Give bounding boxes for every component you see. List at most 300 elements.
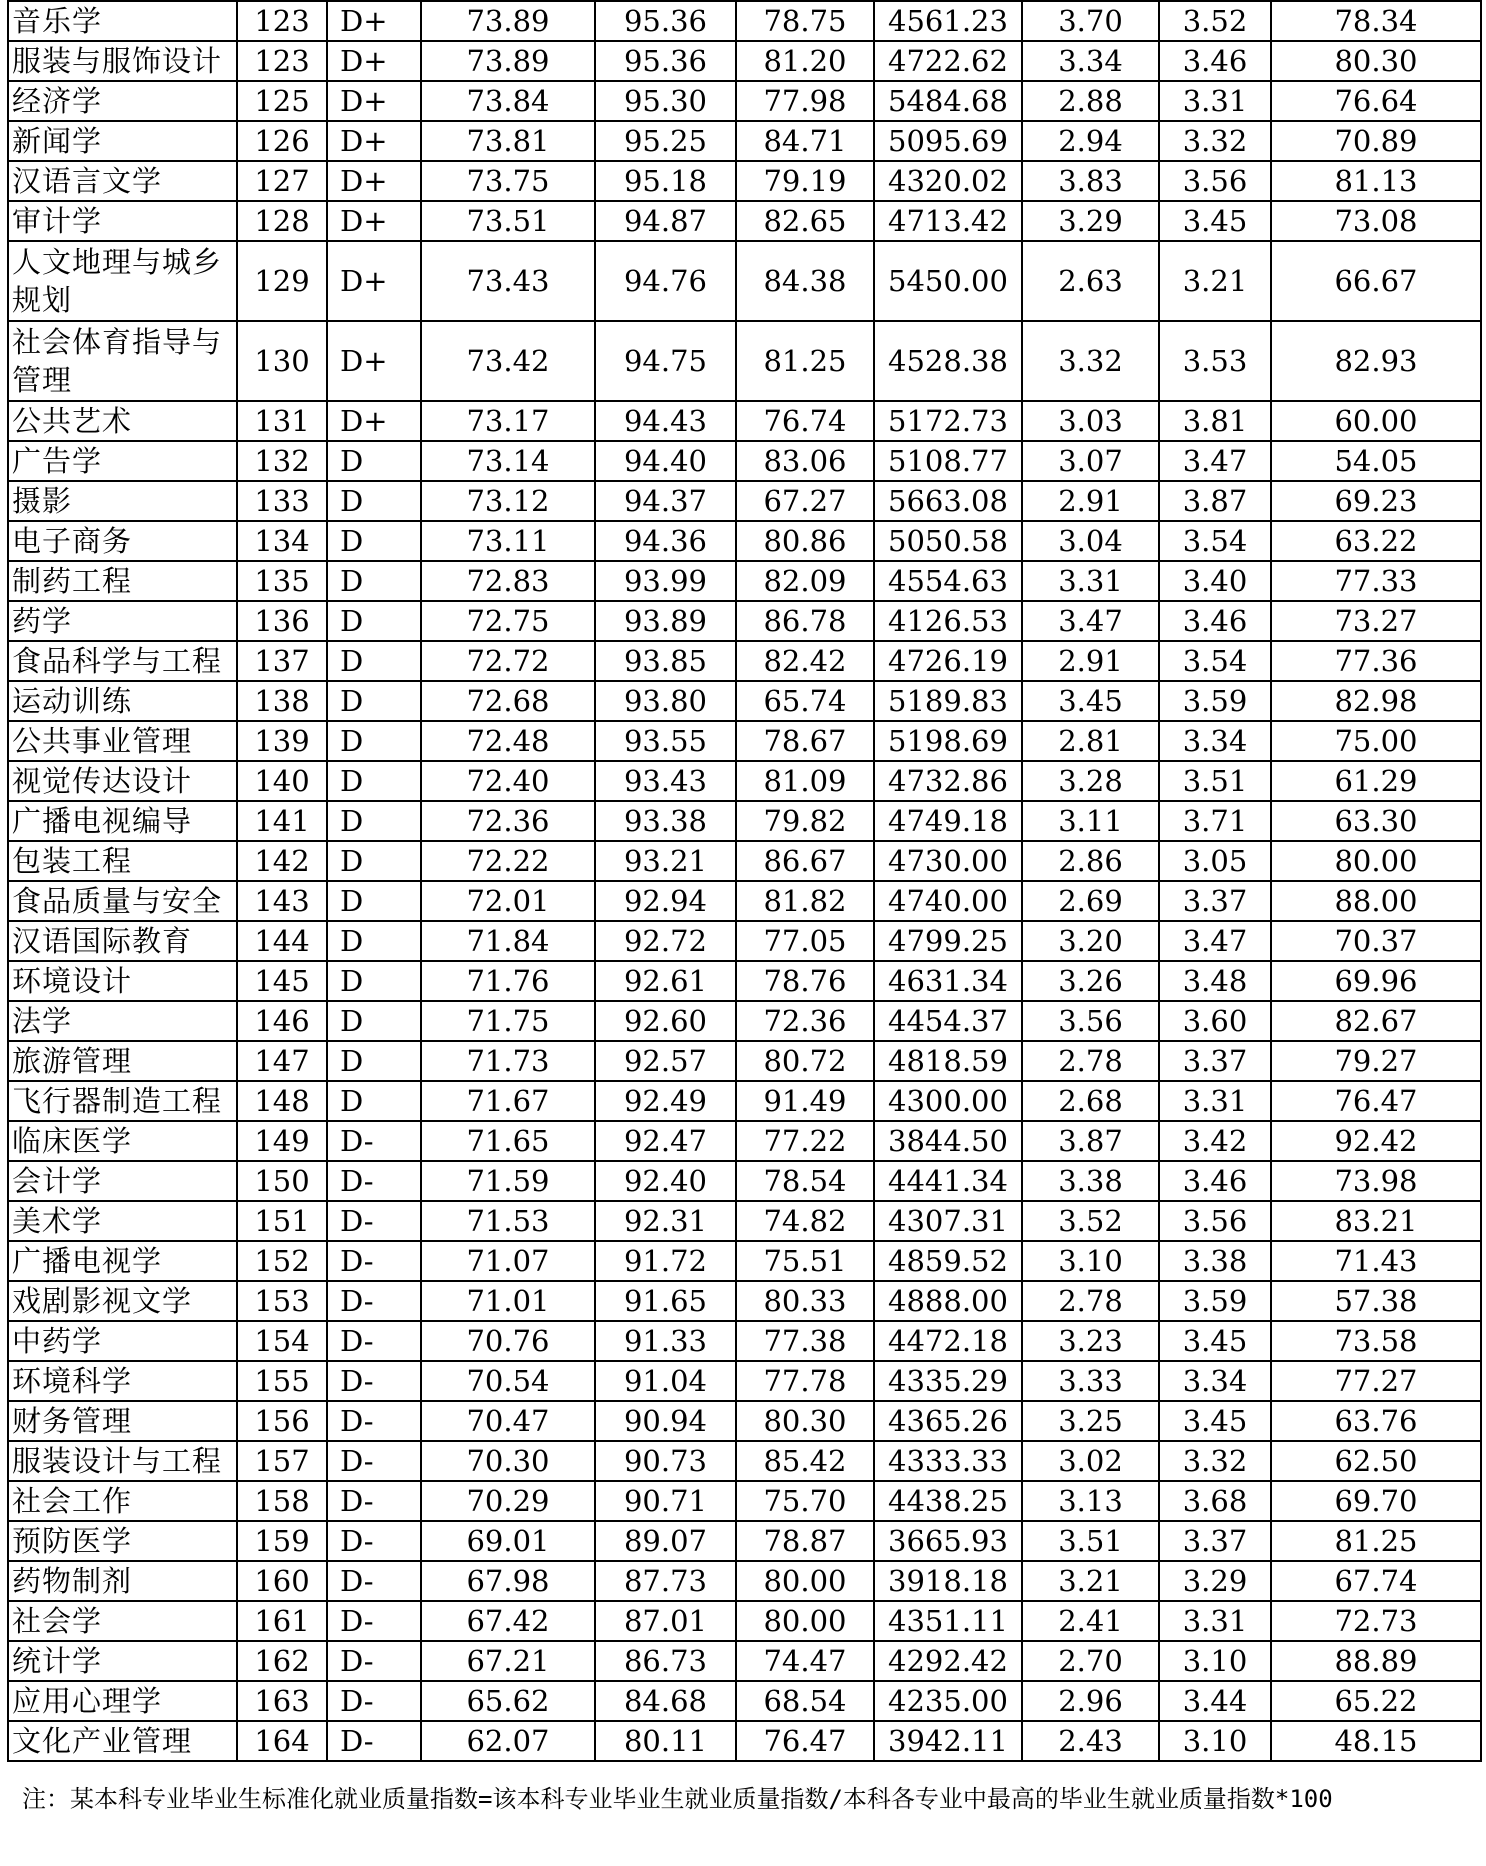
value-cell: 62.50 xyxy=(1271,1441,1481,1481)
value-cell: 3.46 xyxy=(1159,41,1271,81)
value-cell: 93.43 xyxy=(595,761,736,801)
grade-cell: D- xyxy=(327,1361,421,1401)
value-cell: 4441.34 xyxy=(874,1161,1022,1201)
value-cell: 3.34 xyxy=(1159,721,1271,761)
value-cell: 3.31 xyxy=(1159,1601,1271,1641)
grade-cell: D xyxy=(327,481,421,521)
value-cell: 67.21 xyxy=(421,1641,595,1681)
grade-cell: D xyxy=(327,921,421,961)
value-cell: 3.48 xyxy=(1159,961,1271,1001)
value-cell: 3.52 xyxy=(1022,1201,1159,1241)
value-cell: 3.81 xyxy=(1159,401,1271,441)
major-name-cell: 服装设计与工程 xyxy=(8,1441,237,1481)
major-name-cell: 药物制剂 xyxy=(8,1561,237,1601)
value-cell: 3.10 xyxy=(1022,1241,1159,1281)
grade-cell: D- xyxy=(327,1441,421,1481)
value-cell: 4335.29 xyxy=(874,1361,1022,1401)
value-cell: 3.34 xyxy=(1159,1361,1271,1401)
grade-cell: D xyxy=(327,1041,421,1081)
rank-cell: 128 xyxy=(237,201,327,241)
value-cell: 93.99 xyxy=(595,561,736,601)
value-cell: 73.12 xyxy=(421,481,595,521)
table-row xyxy=(8,1121,1481,1161)
table-row xyxy=(8,1721,1481,1761)
value-cell: 69.70 xyxy=(1271,1481,1481,1521)
value-cell: 4799.25 xyxy=(874,921,1022,961)
grade-cell: D xyxy=(327,841,421,881)
table-row xyxy=(8,1601,1481,1641)
rank-cell: 126 xyxy=(237,121,327,161)
value-cell: 67.27 xyxy=(736,481,874,521)
value-cell: 3.28 xyxy=(1022,761,1159,801)
value-cell: 3.47 xyxy=(1159,441,1271,481)
value-cell: 4749.18 xyxy=(874,801,1022,841)
value-cell: 77.38 xyxy=(736,1321,874,1361)
value-cell: 3.42 xyxy=(1159,1121,1271,1161)
value-cell: 3.54 xyxy=(1159,641,1271,681)
major-name-cell: 新闻学 xyxy=(8,121,237,161)
value-cell: 65.62 xyxy=(421,1681,595,1721)
value-cell: 70.37 xyxy=(1271,921,1481,961)
value-cell: 4713.42 xyxy=(874,201,1022,241)
major-name-cell: 社会工作 xyxy=(8,1481,237,1521)
value-cell: 3.44 xyxy=(1159,1681,1271,1721)
major-name-cell: 食品质量与安全 xyxy=(8,881,237,921)
grade-cell: D xyxy=(327,801,421,841)
value-cell: 3918.18 xyxy=(874,1561,1022,1601)
value-cell: 3.33 xyxy=(1022,1361,1159,1401)
grade-cell: D xyxy=(327,1001,421,1041)
major-name-cell: 统计学 xyxy=(8,1641,237,1681)
table-row xyxy=(8,681,1481,721)
table-row xyxy=(8,1041,1481,1081)
rank-cell: 123 xyxy=(237,41,327,81)
value-cell: 4320.02 xyxy=(874,161,1022,201)
table-row xyxy=(8,881,1481,921)
value-cell: 80.00 xyxy=(1271,841,1481,881)
value-cell: 60.00 xyxy=(1271,401,1481,441)
table-row xyxy=(8,1,1481,41)
grade-cell: D+ xyxy=(327,321,421,401)
grade-cell: D+ xyxy=(327,121,421,161)
value-cell: 91.65 xyxy=(595,1281,736,1321)
major-name-cell: 汉语国际教育 xyxy=(8,921,237,961)
value-cell: 3.20 xyxy=(1022,921,1159,961)
value-cell: 3.07 xyxy=(1022,441,1159,481)
rank-cell: 141 xyxy=(237,801,327,841)
table-row xyxy=(8,1001,1481,1041)
value-cell: 76.47 xyxy=(1271,1081,1481,1121)
major-name-cell: 戏剧影视文学 xyxy=(8,1281,237,1321)
value-cell: 4732.86 xyxy=(874,761,1022,801)
major-name-cell: 预防医学 xyxy=(8,1521,237,1561)
table-row xyxy=(8,961,1481,1001)
value-cell: 70.29 xyxy=(421,1481,595,1521)
rank-cell: 149 xyxy=(237,1121,327,1161)
value-cell: 5095.69 xyxy=(874,121,1022,161)
value-cell: 72.72 xyxy=(421,641,595,681)
value-cell: 79.82 xyxy=(736,801,874,841)
table-row xyxy=(8,201,1481,241)
value-cell: 3.11 xyxy=(1022,801,1159,841)
rank-cell: 140 xyxy=(237,761,327,801)
value-cell: 3.37 xyxy=(1159,1521,1271,1561)
value-cell: 92.72 xyxy=(595,921,736,961)
value-cell: 3.34 xyxy=(1022,41,1159,81)
value-cell: 4292.42 xyxy=(874,1641,1022,1681)
value-cell: 75.00 xyxy=(1271,721,1481,761)
value-cell: 3.31 xyxy=(1022,561,1159,601)
value-cell: 3.68 xyxy=(1159,1481,1271,1521)
value-cell: 78.34 xyxy=(1271,1,1481,41)
major-name-cell: 公共艺术 xyxy=(8,401,237,441)
table-row xyxy=(8,441,1481,481)
value-cell: 72.75 xyxy=(421,601,595,641)
value-cell: 76.64 xyxy=(1271,81,1481,121)
value-cell: 72.48 xyxy=(421,721,595,761)
value-cell: 4554.63 xyxy=(874,561,1022,601)
rank-cell: 150 xyxy=(237,1161,327,1201)
value-cell: 3.04 xyxy=(1022,521,1159,561)
value-cell: 2.88 xyxy=(1022,81,1159,121)
value-cell: 85.42 xyxy=(736,1441,874,1481)
value-cell: 78.54 xyxy=(736,1161,874,1201)
value-cell: 71.59 xyxy=(421,1161,595,1201)
value-cell: 5663.08 xyxy=(874,481,1022,521)
grade-cell: D xyxy=(327,601,421,641)
value-cell: 84.38 xyxy=(736,241,874,321)
value-cell: 93.85 xyxy=(595,641,736,681)
value-cell: 4365.26 xyxy=(874,1401,1022,1441)
major-name-cell: 经济学 xyxy=(8,81,237,121)
value-cell: 3.03 xyxy=(1022,401,1159,441)
value-cell: 3.45 xyxy=(1159,201,1271,241)
value-cell: 3.51 xyxy=(1159,761,1271,801)
value-cell: 69.01 xyxy=(421,1521,595,1561)
value-cell: 92.47 xyxy=(595,1121,736,1161)
value-cell: 4454.37 xyxy=(874,1001,1022,1041)
major-name-cell: 广播电视编导 xyxy=(8,801,237,841)
major-name-cell: 法学 xyxy=(8,1001,237,1041)
value-cell: 72.40 xyxy=(421,761,595,801)
value-cell: 73.11 xyxy=(421,521,595,561)
grade-cell: D- xyxy=(327,1641,421,1681)
value-cell: 94.36 xyxy=(595,521,736,561)
value-cell: 91.33 xyxy=(595,1321,736,1361)
rank-cell: 162 xyxy=(237,1641,327,1681)
major-name-cell: 包装工程 xyxy=(8,841,237,881)
value-cell: 73.58 xyxy=(1271,1321,1481,1361)
value-cell: 92.40 xyxy=(595,1161,736,1201)
value-cell: 80.30 xyxy=(1271,41,1481,81)
value-cell: 75.51 xyxy=(736,1241,874,1281)
table-row xyxy=(8,81,1481,121)
value-cell: 74.47 xyxy=(736,1641,874,1681)
grade-cell: D- xyxy=(327,1721,421,1761)
value-cell: 90.94 xyxy=(595,1401,736,1441)
grade-cell: D- xyxy=(327,1201,421,1241)
value-cell: 88.89 xyxy=(1271,1641,1481,1681)
value-cell: 80.11 xyxy=(595,1721,736,1761)
rank-cell: 152 xyxy=(237,1241,327,1281)
value-cell: 73.75 xyxy=(421,161,595,201)
value-cell: 73.43 xyxy=(421,241,595,321)
value-cell: 2.41 xyxy=(1022,1601,1159,1641)
value-cell: 3.45 xyxy=(1159,1321,1271,1361)
value-cell: 73.17 xyxy=(421,401,595,441)
value-cell: 82.65 xyxy=(736,201,874,241)
value-cell: 67.42 xyxy=(421,1601,595,1641)
value-cell: 5450.00 xyxy=(874,241,1022,321)
table-row xyxy=(8,1321,1481,1361)
value-cell: 3844.50 xyxy=(874,1121,1022,1161)
value-cell: 93.55 xyxy=(595,721,736,761)
table-row xyxy=(8,321,1481,401)
table-row xyxy=(8,1681,1481,1721)
value-cell: 3.31 xyxy=(1159,81,1271,121)
value-cell: 3.29 xyxy=(1159,1561,1271,1601)
value-cell: 4722.62 xyxy=(874,41,1022,81)
value-cell: 3.47 xyxy=(1159,921,1271,961)
grade-cell: D- xyxy=(327,1401,421,1441)
value-cell: 70.30 xyxy=(421,1441,595,1481)
value-cell: 71.65 xyxy=(421,1121,595,1161)
major-name-cell: 财务管理 xyxy=(8,1401,237,1441)
value-cell: 4333.33 xyxy=(874,1441,1022,1481)
major-name-cell: 社会体育指导与管理 xyxy=(8,321,237,401)
value-cell: 3.10 xyxy=(1159,1641,1271,1681)
grade-cell: D xyxy=(327,641,421,681)
value-cell: 4235.00 xyxy=(874,1681,1022,1721)
grade-cell: D xyxy=(327,721,421,761)
value-cell: 62.07 xyxy=(421,1721,595,1761)
grade-cell: D- xyxy=(327,1521,421,1561)
grade-cell: D- xyxy=(327,1281,421,1321)
value-cell: 2.91 xyxy=(1022,481,1159,521)
value-cell: 2.68 xyxy=(1022,1081,1159,1121)
value-cell: 4307.31 xyxy=(874,1201,1022,1241)
value-cell: 2.43 xyxy=(1022,1721,1159,1761)
value-cell: 94.87 xyxy=(595,201,736,241)
value-cell: 78.75 xyxy=(736,1,874,41)
value-cell: 80.00 xyxy=(736,1561,874,1601)
rank-cell: 135 xyxy=(237,561,327,601)
grade-cell: D- xyxy=(327,1121,421,1161)
major-name-cell: 人文地理与城乡规划 xyxy=(8,241,237,321)
value-cell: 81.09 xyxy=(736,761,874,801)
rank-cell: 136 xyxy=(237,601,327,641)
value-cell: 70.89 xyxy=(1271,121,1481,161)
value-cell: 3.51 xyxy=(1022,1521,1159,1561)
rank-cell: 157 xyxy=(237,1441,327,1481)
value-cell: 73.89 xyxy=(421,1,595,41)
value-cell: 93.80 xyxy=(595,681,736,721)
value-cell: 82.67 xyxy=(1271,1001,1481,1041)
value-cell: 71.75 xyxy=(421,1001,595,1041)
value-cell: 92.94 xyxy=(595,881,736,921)
rank-cell: 159 xyxy=(237,1521,327,1561)
value-cell: 84.68 xyxy=(595,1681,736,1721)
value-cell: 72.68 xyxy=(421,681,595,721)
value-cell: 4300.00 xyxy=(874,1081,1022,1121)
rank-cell: 163 xyxy=(237,1681,327,1721)
value-cell: 61.29 xyxy=(1271,761,1481,801)
grade-cell: D+ xyxy=(327,161,421,201)
major-name-cell: 广告学 xyxy=(8,441,237,481)
value-cell: 92.61 xyxy=(595,961,736,1001)
value-cell: 3.56 xyxy=(1159,161,1271,201)
value-cell: 3.29 xyxy=(1022,201,1159,241)
table-row xyxy=(8,1081,1481,1121)
value-cell: 4351.11 xyxy=(874,1601,1022,1641)
value-cell: 93.38 xyxy=(595,801,736,841)
value-cell: 73.81 xyxy=(421,121,595,161)
value-cell: 93.89 xyxy=(595,601,736,641)
major-name-cell: 美术学 xyxy=(8,1201,237,1241)
value-cell: 72.36 xyxy=(421,801,595,841)
rank-cell: 127 xyxy=(237,161,327,201)
grade-cell: D+ xyxy=(327,1,421,41)
value-cell: 72.73 xyxy=(1271,1601,1481,1641)
value-cell: 3.83 xyxy=(1022,161,1159,201)
rank-cell: 132 xyxy=(237,441,327,481)
value-cell: 73.08 xyxy=(1271,201,1481,241)
value-cell: 3.37 xyxy=(1159,881,1271,921)
major-name-cell: 药学 xyxy=(8,601,237,641)
rank-cell: 125 xyxy=(237,81,327,121)
footnote: 注：某本科专业毕业生标准化就业质量指数=该本科专业毕业生就业质量指数/本科各专业中最高的毕业生就业质量指数*100 xyxy=(22,1785,1333,1813)
major-name-cell: 电子商务 xyxy=(8,521,237,561)
major-name-cell: 中药学 xyxy=(8,1321,237,1361)
value-cell: 3.31 xyxy=(1159,1081,1271,1121)
value-cell: 82.42 xyxy=(736,641,874,681)
value-cell: 80.72 xyxy=(736,1041,874,1081)
value-cell: 92.60 xyxy=(595,1001,736,1041)
value-cell: 77.36 xyxy=(1271,641,1481,681)
major-name-cell: 视觉传达设计 xyxy=(8,761,237,801)
value-cell: 3665.93 xyxy=(874,1521,1022,1561)
grade-cell: D+ xyxy=(327,201,421,241)
table-row xyxy=(8,1521,1481,1561)
value-cell: 77.27 xyxy=(1271,1361,1481,1401)
value-cell: 5108.77 xyxy=(874,441,1022,481)
value-cell: 78.67 xyxy=(736,721,874,761)
value-cell: 76.47 xyxy=(736,1721,874,1761)
value-cell: 65.74 xyxy=(736,681,874,721)
table-row xyxy=(8,481,1481,521)
table-row xyxy=(8,1161,1481,1201)
value-cell: 3.59 xyxy=(1159,681,1271,721)
value-cell: 91.49 xyxy=(736,1081,874,1121)
grade-cell: D xyxy=(327,681,421,721)
value-cell: 73.51 xyxy=(421,201,595,241)
table-row xyxy=(8,41,1481,81)
grade-cell: D xyxy=(327,521,421,561)
value-cell: 77.22 xyxy=(736,1121,874,1161)
value-cell: 3.32 xyxy=(1159,1441,1271,1481)
value-cell: 77.78 xyxy=(736,1361,874,1401)
major-name-cell: 服装与服饰设计 xyxy=(8,41,237,81)
table-row xyxy=(8,561,1481,601)
value-cell: 2.86 xyxy=(1022,841,1159,881)
value-cell: 92.49 xyxy=(595,1081,736,1121)
rank-cell: 161 xyxy=(237,1601,327,1641)
table-row xyxy=(8,721,1481,761)
rank-cell: 129 xyxy=(237,241,327,321)
value-cell: 4472.18 xyxy=(874,1321,1022,1361)
value-cell: 77.33 xyxy=(1271,561,1481,601)
table-row xyxy=(8,1441,1481,1481)
value-cell: 4561.23 xyxy=(874,1,1022,41)
value-cell: 70.76 xyxy=(421,1321,595,1361)
value-cell: 3.10 xyxy=(1159,1721,1271,1761)
value-cell: 4438.25 xyxy=(874,1481,1022,1521)
value-cell: 5050.58 xyxy=(874,521,1022,561)
value-cell: 2.78 xyxy=(1022,1281,1159,1321)
grade-cell: D xyxy=(327,441,421,481)
value-cell: 65.22 xyxy=(1271,1681,1481,1721)
grade-cell: D- xyxy=(327,1161,421,1201)
rank-cell: 151 xyxy=(237,1201,327,1241)
value-cell: 69.23 xyxy=(1271,481,1481,521)
value-cell: 90.73 xyxy=(595,1441,736,1481)
value-cell: 76.74 xyxy=(736,401,874,441)
table-row xyxy=(8,641,1481,681)
rank-cell: 138 xyxy=(237,681,327,721)
rank-cell: 158 xyxy=(237,1481,327,1521)
table-row xyxy=(8,1281,1481,1321)
rank-cell: 156 xyxy=(237,1401,327,1441)
rank-cell: 146 xyxy=(237,1001,327,1041)
major-name-cell: 食品科学与工程 xyxy=(8,641,237,681)
value-cell: 94.76 xyxy=(595,241,736,321)
grade-cell: D+ xyxy=(327,81,421,121)
value-cell: 73.89 xyxy=(421,41,595,81)
value-cell: 87.73 xyxy=(595,1561,736,1601)
value-cell: 54.05 xyxy=(1271,441,1481,481)
value-cell: 81.25 xyxy=(736,321,874,401)
table-row xyxy=(8,761,1481,801)
value-cell: 5198.69 xyxy=(874,721,1022,761)
table-row xyxy=(8,921,1481,961)
value-cell: 4126.53 xyxy=(874,601,1022,641)
value-cell: 81.20 xyxy=(736,41,874,81)
value-cell: 89.07 xyxy=(595,1521,736,1561)
value-cell: 57.38 xyxy=(1271,1281,1481,1321)
value-cell: 86.67 xyxy=(736,841,874,881)
value-cell: 95.36 xyxy=(595,41,736,81)
value-cell: 2.81 xyxy=(1022,721,1159,761)
value-cell: 81.13 xyxy=(1271,161,1481,201)
grade-cell: D xyxy=(327,761,421,801)
value-cell: 73.42 xyxy=(421,321,595,401)
value-cell: 80.86 xyxy=(736,521,874,561)
value-cell: 71.84 xyxy=(421,921,595,961)
value-cell: 3.40 xyxy=(1159,561,1271,601)
value-cell: 82.98 xyxy=(1271,681,1481,721)
value-cell: 72.83 xyxy=(421,561,595,601)
value-cell: 3.32 xyxy=(1159,121,1271,161)
value-cell: 71.07 xyxy=(421,1241,595,1281)
value-cell: 63.22 xyxy=(1271,521,1481,561)
value-cell: 73.98 xyxy=(1271,1161,1481,1201)
value-cell: 3.45 xyxy=(1159,1401,1271,1441)
value-cell: 78.87 xyxy=(736,1521,874,1561)
value-cell: 86.73 xyxy=(595,1641,736,1681)
grade-cell: D+ xyxy=(327,401,421,441)
value-cell: 3.52 xyxy=(1159,1,1271,41)
value-cell: 3.38 xyxy=(1022,1161,1159,1201)
